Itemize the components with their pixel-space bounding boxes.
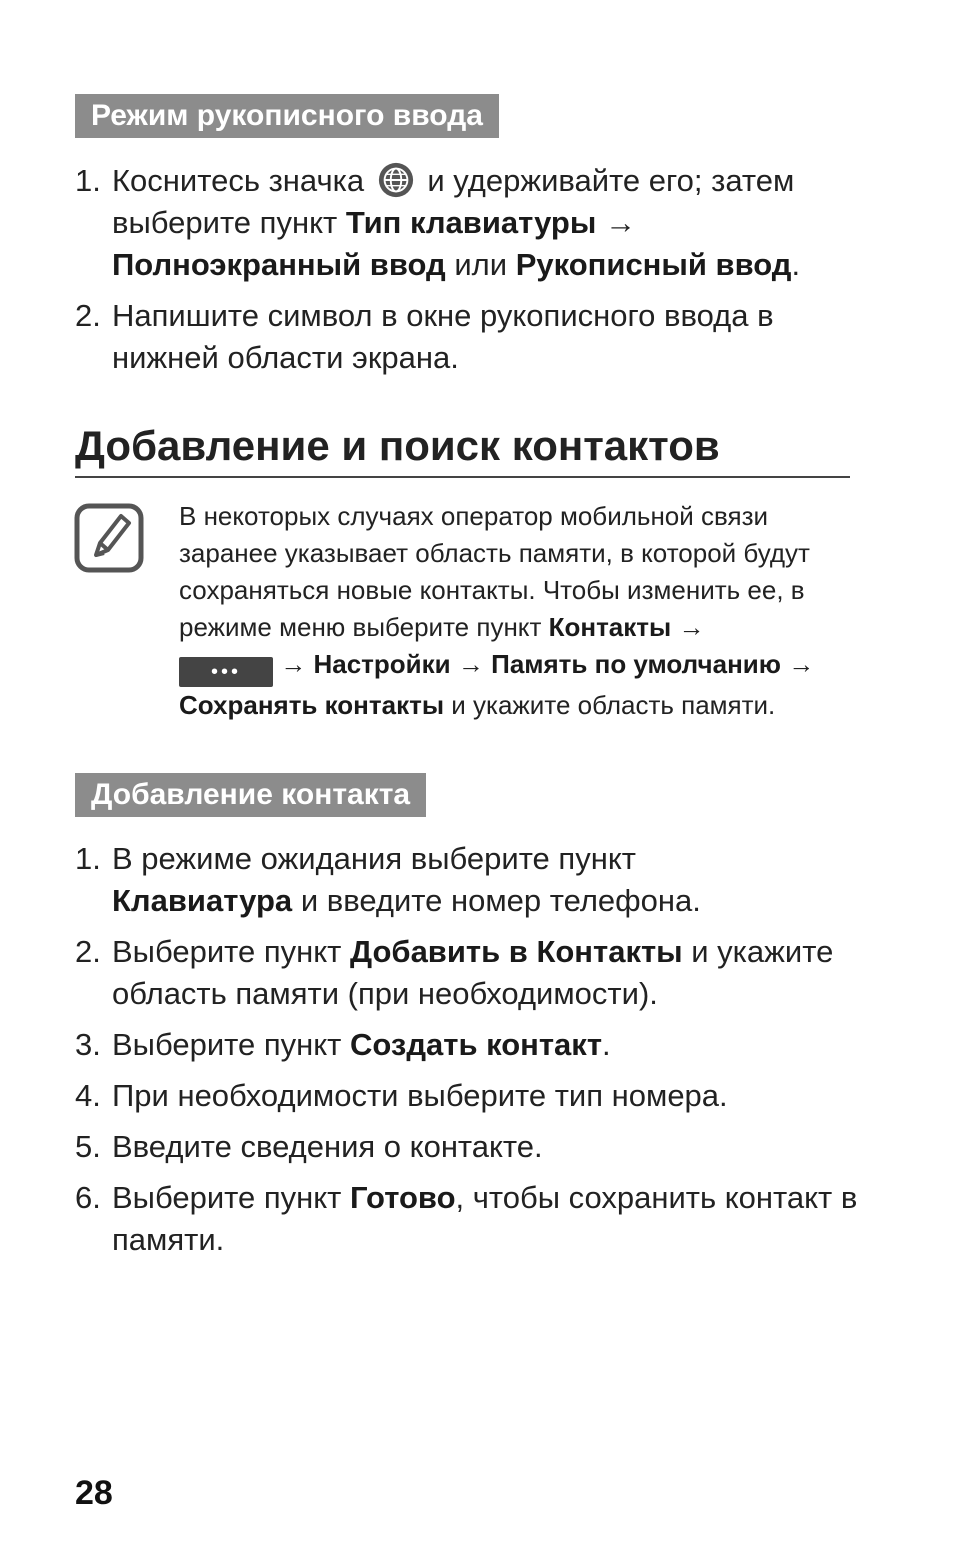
handwriting-mode-header: Режим рукописного ввода — [75, 94, 499, 138]
note-pencil-icon — [74, 503, 144, 573]
step-number: 4. — [75, 1078, 101, 1113]
page-number: 28 — [75, 1474, 113, 1512]
add-contact-header: Добавление контакта — [75, 773, 426, 817]
handwriting-steps — [75, 160, 865, 388]
step-number: 2. — [75, 298, 101, 333]
note-text: В некоторых случаях оператор мобильной связи заранее указывает область памяти, в которой будут сохраняться новые контакты. Чтобы изменить ее, в режиме меню выберите пункт Контакты → ••• → Настройки → Память по умолчанию → Сохранять контакты и укажите область памяти. — [179, 501, 815, 720]
step-number: 1. — [75, 841, 101, 876]
step-number: 2. — [75, 934, 101, 969]
more-dots-icon: ••• — [179, 657, 273, 687]
add-contact-step-4: 4. При необходимости выберите тип номера. — [75, 1075, 865, 1117]
add-contact-step-6: 6. Выберите пункт Готово, чтобы сохранить контакт в памяти. — [75, 1177, 865, 1261]
globe-icon — [377, 161, 415, 199]
section-divider — [75, 476, 850, 478]
step-number: 5. — [75, 1129, 101, 1164]
step-number: 1. — [75, 163, 101, 198]
section-title: Добавление и поиск контактов — [75, 422, 720, 469]
add-contact-step-5: 5. Введите сведения о контакте. — [75, 1126, 865, 1168]
handwriting-step-2: 2. Напишите символ в окне рукописного ввода в нижней области экрана. — [75, 295, 865, 379]
add-contact-step-1: 1. В режиме ожидания выберите пункт Клавиатура и введите номер телефона. — [75, 838, 865, 922]
add-contact-step-3: 3. Выберите пункт Создать контакт. — [75, 1024, 865, 1066]
handwriting-step-1: 1. Коснитесь значка и удерживайте его; затем выберите пункт Тип клавиатуры → Полноэкранный ввод или Рукописный ввод. — [75, 160, 865, 286]
step-number: 6. — [75, 1180, 101, 1215]
step-number: 3. — [75, 1027, 101, 1062]
add-contact-step-2: 2. Выберите пункт Добавить в Контакты и укажите область памяти (при необходимости). — [75, 931, 865, 1015]
add-contact-steps — [75, 838, 865, 1270]
